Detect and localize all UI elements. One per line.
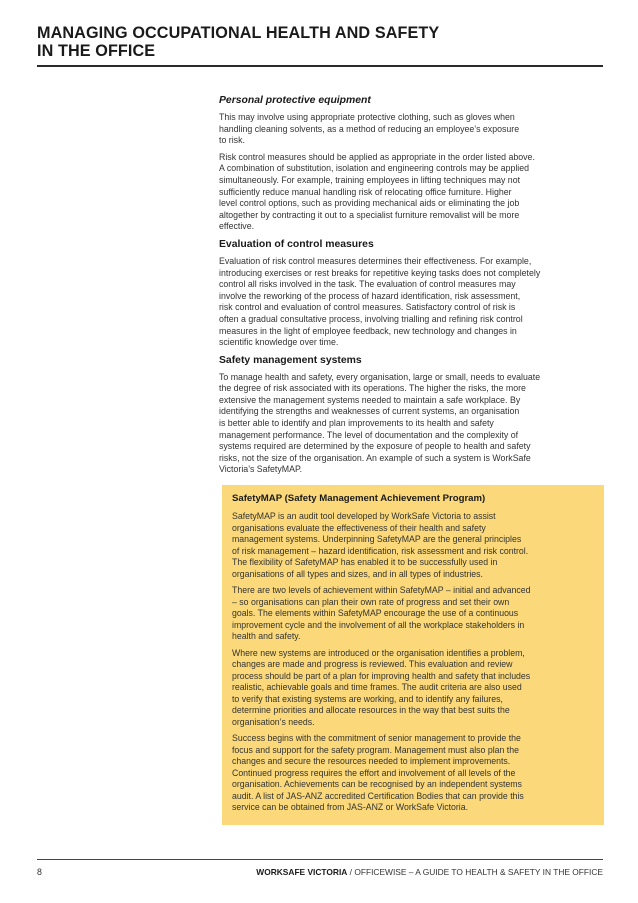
text-line: scientific knowledge over time. — [219, 337, 339, 348]
text-line: to verify that existing systems are working, and to identify any failures, — [232, 693, 503, 704]
text-line: introducing exercises or rest breaks for repetitive keying tasks does not completely — [219, 267, 541, 278]
text-line: is better able to identify and plan improvements to its health and safety — [219, 418, 494, 429]
text-line: identifying the strengths and weaknesses of current systems, an organisation — [219, 406, 520, 417]
text-line: the degree of risk associated with its operations. The higher the risks, the more — [219, 383, 526, 394]
text-line: effective. — [219, 221, 255, 232]
section-heading: Safety management systems — [219, 354, 362, 366]
text-line: changes and secure the resources needed to implement improvements. — [232, 756, 511, 766]
text-line: realistic, achievable goals and time frames. The audit criteria are also used — [232, 682, 522, 692]
footer-divider — [37, 859, 603, 860]
page-title-line-1: MANAGING OCCUPATIONAL HEALTH AND SAFETY — [37, 24, 440, 42]
main-content — [219, 94, 603, 481]
section-heading: Evaluation of control measures — [219, 238, 374, 250]
text-line: service can be obtained from JAS-ANZ or WorkSafe Victoria. — [232, 802, 469, 812]
body-paragraph — [219, 112, 603, 147]
text-line: audit. A list of JAS-ANZ accredited Certification Bodies that can provide this — [232, 790, 524, 801]
text-line: determine priorities and allocate resources in the way that best suits the — [232, 705, 510, 715]
page-number: 8 — [37, 867, 42, 877]
section-heading: Personal protective equipment — [219, 95, 371, 106]
header-divider — [37, 65, 603, 67]
text-line: control all risks involved in the task. The evaluation of control measures may — [219, 279, 516, 290]
callout-paragraph — [232, 585, 594, 643]
body-paragraph — [219, 372, 603, 476]
text-line: extensive the management systems needed to maintain a safe workplace. By — [219, 394, 521, 405]
text-line: often a gradual consultative process, involving trialling and refining risk control — [219, 313, 523, 324]
body-paragraph — [219, 256, 603, 349]
text-line: management performance. The level of documentation and the complexity of — [219, 429, 519, 440]
text-line: The flexibility of SafetyMAP has enabled it to be successfully used in — [232, 557, 498, 567]
text-line: SafetyMAP is an audit tool developed by WorkSafe Victoria to assist — [232, 511, 496, 521]
footer-brand: WORKSAFE VICTORIA — [256, 867, 348, 877]
text-line: Continued progress requires the effort and involvement of all levels of the — [232, 767, 516, 778]
callout-paragraph — [232, 648, 594, 729]
body-paragraph — [219, 152, 603, 233]
text-line: organisation. Achievements can be recognised by an independent systems — [232, 779, 522, 789]
text-line: organisations of all types and sizes, and in all types of industries. — [232, 568, 483, 579]
text-line: sufficiently reduce manual handling risk of relocating office furniture. Higher — [219, 186, 512, 197]
text-line: simultaneously. For example, training employees in lifting techniques may not — [219, 174, 521, 185]
footer-publication-title: OFFICEWISE – A GUIDE TO HEALTH & SAFETY IN THE OFFICE — [354, 867, 603, 877]
text-line: organisations evaluate the effectiveness of their health and safety — [232, 522, 486, 533]
footer-publication — [256, 867, 603, 877]
text-line: altogether by contracting it out to a specialist furniture removalist will be more — [219, 209, 520, 220]
text-line: Success begins with the commitment of senior management to provide the — [232, 733, 521, 743]
text-line: A combination of substitution, isolation and engineering controls may be applied — [219, 163, 530, 174]
text-line: level control options, such as providing mechanical aids or eliminating the job — [219, 198, 520, 209]
safetymap-callout-box — [222, 485, 604, 825]
text-line: changes are made and progress is reviewed. This evaluation and review — [232, 659, 513, 669]
text-line: management systems. Underpinning SafetyMAP are the general principles — [232, 534, 522, 544]
callout-title: SafetyMAP (Safety Management Achievement Program) — [232, 493, 486, 504]
text-line: involve the reworking of the process of hazard identification, risk assessment, — [219, 290, 521, 301]
text-line: process should be part of a plan for improving health and safety that includes — [232, 670, 531, 681]
text-line: Where new systems are introduced or the organisation identifies a problem, — [232, 647, 525, 658]
text-line: This may involve using appropriate protective clothing, such as gloves when — [219, 112, 515, 122]
page-title-line-2: IN THE OFFICE — [37, 42, 156, 60]
text-line: improvement cycle and the involvement of all the workplace stakeholders in — [232, 619, 525, 630]
text-line: – so organisations can plan their own rate of progress and set their own — [232, 596, 510, 607]
text-line: To manage health and safety, every organisation, large or small, needs to evaluate — [219, 371, 541, 382]
text-line: risks, not the size of the organisation. An example of such a system is WorkSafe — [219, 452, 531, 463]
callout-paragraph — [232, 511, 594, 580]
text-line: organisation’s needs. — [232, 716, 315, 727]
text-line: There are two levels of achievement within SafetyMAP – initial and advanced — [232, 585, 531, 595]
text-line: Victoria’s SafetyMAP. — [219, 464, 303, 475]
text-line: Risk control measures should be applied as appropriate in the order listed above. — [219, 151, 535, 162]
text-line: measures in the light of employee feedback, new technology and changes in — [219, 325, 517, 336]
callout-paragraph — [232, 733, 594, 814]
text-line: Evaluation of risk control measures determines their effectiveness. For example, — [219, 255, 532, 266]
text-line: handling cleaning solvents, as a method of reducing an employee’s exposure — [219, 123, 520, 134]
text-line: of risk management – hazard identification, risk assessment and risk control. — [232, 545, 529, 556]
page-header — [37, 24, 603, 60]
footer-separator: / — [347, 867, 355, 877]
text-line: focus and support for the safety program. Management must also plan the — [232, 744, 519, 755]
text-line: health and safety. — [232, 631, 301, 641]
text-line: to risk. — [219, 135, 245, 146]
text-line: goals. The elements within SafetyMAP encourage the use of a continuous — [232, 608, 519, 618]
text-line: systems required are determined by the exposure of people to health and safety — [219, 441, 531, 452]
text-line: risk control and evaluation of control measures. Satisfactory control of risk is — [219, 302, 516, 313]
